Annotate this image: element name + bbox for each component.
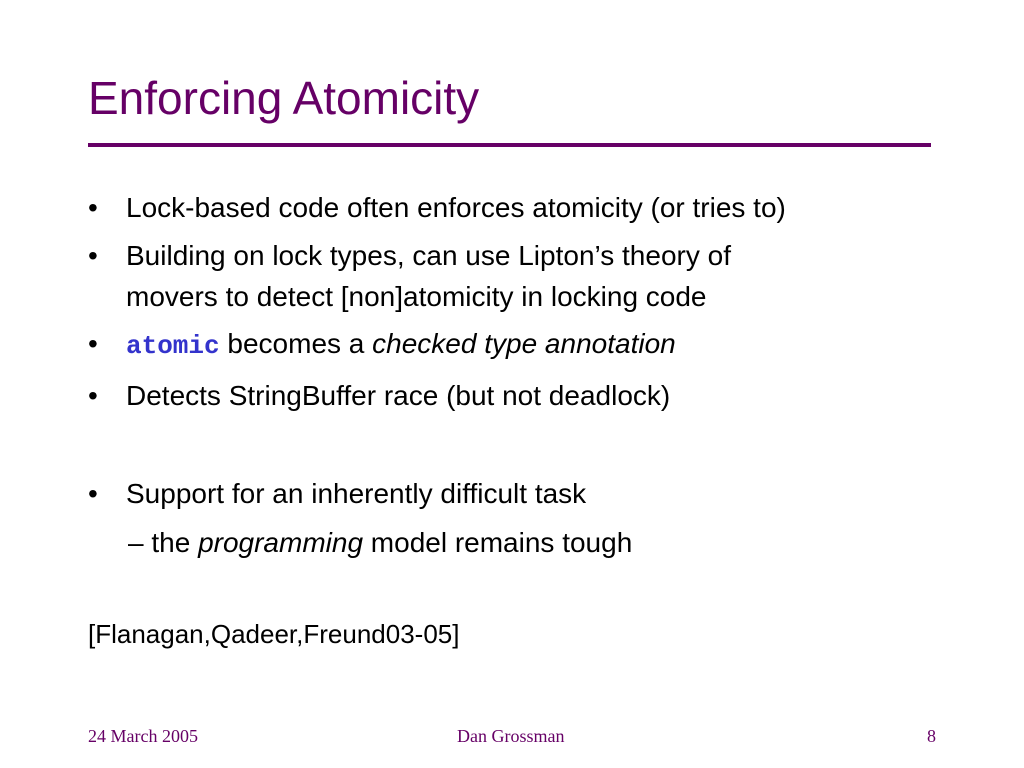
sub-bullet-marker: – (128, 527, 144, 558)
sub-bullet-post: model remains tough (363, 527, 633, 558)
citation: [Flanagan,Qadeer,Freund03-05] (88, 619, 460, 649)
code-keyword: atomic (126, 331, 220, 361)
bullet-text: Detects StringBuffer race (but not deadlock) (126, 380, 671, 411)
sub-bullet-italic: programming (198, 527, 364, 558)
bullet-text-line-1: Building on lock types, can use Lipton’s theory of (126, 240, 731, 271)
title-divider (88, 143, 931, 147)
bullet-marker: • (88, 192, 98, 223)
footer-author: Dan Grossman (457, 726, 565, 746)
slide-title: Enforcing Atomicity (88, 72, 480, 124)
bullet-marker: • (88, 240, 98, 271)
bullet-text-line-2: movers to detect [non]atomicity in locking code (126, 281, 707, 312)
bullet-marker: • (88, 380, 98, 411)
bullet-marker: • (88, 328, 98, 359)
sub-bullet-item (128, 522, 632, 563)
bullet-text (126, 323, 676, 367)
footer-date: 24 March 2005 (88, 726, 198, 746)
bullet-text: Support for an inherently difficult task (126, 478, 587, 509)
bullet-text-mid: becomes a (219, 328, 373, 359)
sub-bullet-pre: the (151, 527, 199, 558)
footer-page-number: 8 (927, 726, 936, 746)
bullet-text: Lock-based code often enforces atomicity (or tries to) (126, 192, 786, 223)
bullet-marker: • (88, 478, 98, 509)
bullet-text-italic: checked type annotation (372, 328, 676, 359)
